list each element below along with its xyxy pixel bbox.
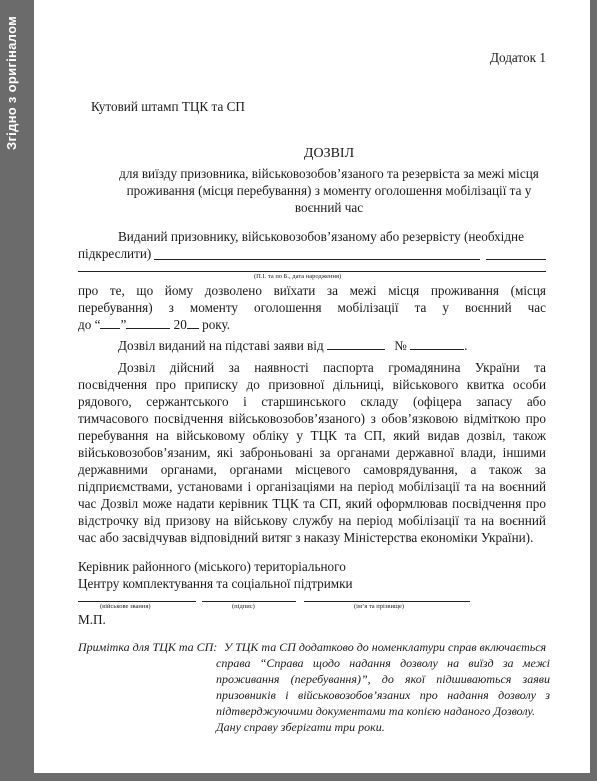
basis-text: Дозвіл виданий на підставі заяви від (118, 338, 324, 353)
issued-to-field-extra[interactable] (486, 259, 546, 260)
basis-end: . (464, 338, 468, 353)
validity-line: рядового, сержантського і старшинського складу (офіцера запасу або (78, 394, 546, 409)
rank-field[interactable] (78, 601, 196, 602)
basis-date-field[interactable] (327, 337, 385, 350)
validity-line: військовозобов’язаним, які заброньовані за органами державної влади, іншими (78, 445, 546, 460)
valid-until-day-field[interactable] (100, 316, 120, 329)
valid-until-year-prefix: 20 (173, 317, 187, 332)
note-line: У ТЦК та СП додатково до номенклатури справ включається (224, 640, 547, 654)
validity-line: відстрочку від призову на військову службу на період мобілізації та на воєнний (78, 513, 546, 528)
valid-until-prefix: до “ (78, 317, 101, 332)
valid-until-year-field[interactable] (187, 316, 199, 329)
full-name-field[interactable] (304, 601, 470, 602)
head-title-line-1: Керівник районного (міського) територіального (78, 559, 346, 574)
head-title-line-2: Центру комплектування та соціальної підтримки (78, 576, 353, 591)
subtitle-line-1: для виїзду призовника, військовозобов’язаного та резервіста за межі місця (119, 166, 539, 181)
certified-copy-stamp: Згідно з оригіналом (4, 15, 19, 150)
valid-until-month-field[interactable] (126, 316, 170, 329)
sidebar-stamp (0, 0, 30, 781)
corner-stamp-label: Кутовий штамп ТЦК та СП (91, 99, 245, 114)
issued-to-line-1: Виданий призовнику, військовозобов’язаному або резервісту (необхідне (118, 229, 524, 244)
valid-until-quote: ” (120, 317, 127, 332)
valid-until-suffix: року. (202, 317, 231, 332)
note-line: справа “Справа щодо надання дозволу на виїзд за межі (216, 656, 550, 670)
name-birthdate-caption: (П.І. та по Б., дата народження) (254, 273, 342, 280)
note-line: проживання (перебування)”, до якої підшиваються заяви (216, 672, 550, 686)
validity-line: Дозвіл дійсний за наявності паспорта громадянина України та (118, 360, 546, 375)
basis-number-field[interactable] (410, 337, 464, 350)
document-page (34, 0, 590, 773)
seal-label: М.П. (78, 612, 106, 627)
issued-to-label: підкреслити) (78, 246, 152, 261)
issued-to-field[interactable] (154, 259, 480, 260)
signature-field[interactable] (202, 601, 296, 602)
note-line: підтверджуючими документами та копією наданого Дозволу. (216, 704, 536, 718)
basis-number-sign: № (394, 338, 407, 353)
subtitle-line-2: проживання (місця перебування) з моменту оголошення мобілізації та у (126, 183, 532, 198)
basis-line (118, 337, 467, 354)
note-line: призовників і військовозобов’язаних про надання дозволу з (216, 688, 550, 702)
validity-line: підприємствами, установами і організаціями на період мобілізації та на воєнний (78, 479, 546, 494)
subtitle-line-3: воєнний час (294, 200, 364, 215)
note-line: Дану справу зберігати три роки. (216, 720, 385, 734)
allowed-line-1: про те, що йому дозволено виїхати за межі місця проживання (місця (78, 283, 546, 298)
full-name-caption: (ім’я та прізвище) (354, 603, 404, 610)
appendix-label: Додаток 1 (490, 50, 546, 65)
allowed-line-2: перебування) з моменту оголошення мобілізації та у воєнний час (78, 300, 546, 315)
validity-line: час або засвідчував відповідний витяг з наказу Міністерства економіки України). (78, 530, 534, 545)
document-title: ДОЗВІЛ (303, 146, 355, 161)
valid-until-line (78, 316, 230, 333)
validity-line: державними органами, органами місцевого самоврядування, а також за (78, 462, 546, 477)
validity-line: час Дозвіл може надати керівник ТЦК та СП, який оформлював посвідчення про (78, 496, 546, 511)
rank-caption: (військове звання) (100, 603, 151, 610)
signature-caption: (підпис) (232, 603, 255, 610)
name-birthdate-field[interactable] (78, 271, 546, 272)
validity-line: перебування на військовому обліку у ТЦК та СП, який видав дозвіл, також (78, 428, 546, 443)
validity-line: тимчасового посвідчення військовозобов’язаного) з обов’язковою відміткою про (78, 411, 546, 426)
validity-line: посвідчення про приписку до призовної дільниці, військового квитка особи (78, 377, 546, 392)
note-label: Примітка для ТЦК та СП: (78, 640, 218, 654)
